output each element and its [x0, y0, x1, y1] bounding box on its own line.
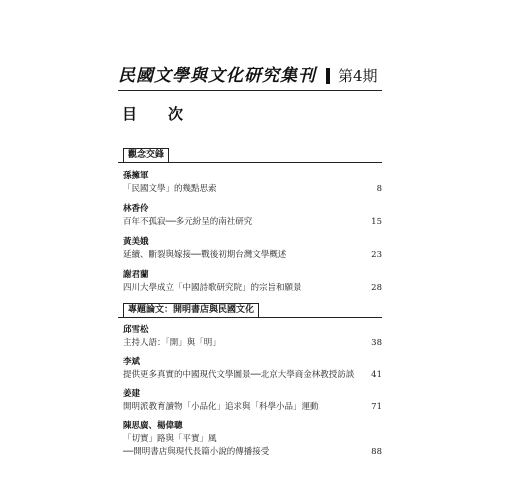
- entry-title: 延續、斷裂與嫁接──戰後初期台灣文學概述: [123, 250, 287, 260]
- entry-author: 邱雪松: [123, 325, 149, 335]
- entry-author: 孫擁軍: [123, 171, 149, 181]
- entry-author: 黃美娥: [123, 237, 149, 247]
- entry-title: ──開明書店與現代長篇小說的傳播接受: [123, 447, 270, 457]
- toc-entry[interactable]: [123, 388, 382, 414]
- entry-title: 開明派教育讀物「小品化」追求與「科學小品」運動: [123, 402, 319, 412]
- section-kaiming: [118, 303, 382, 463]
- toc-entry[interactable]: [123, 170, 382, 196]
- entry-line: [123, 433, 382, 446]
- entry-title: 「切實」路與「平實」風: [123, 434, 217, 444]
- issue-number: 第4期: [338, 67, 378, 85]
- section-heading: [118, 303, 382, 318]
- toc-entry[interactable]: [123, 324, 382, 350]
- entry-line: [123, 446, 382, 459]
- entry-line: [123, 282, 382, 295]
- entry-page: 28: [371, 283, 382, 293]
- toc-entry[interactable]: [123, 420, 382, 459]
- entry-page: 8: [376, 184, 382, 194]
- header-divider-bar: [326, 68, 330, 84]
- entry-title: 百年不孤寂──多元紛呈的南社研究: [123, 217, 253, 227]
- entry-page: 15: [371, 217, 382, 227]
- entry-title: 提供更多真實的中國現代文學圖景──北京大學商金林教授訪談: [123, 370, 355, 380]
- toc-entry[interactable]: [123, 356, 382, 382]
- toc-entry[interactable]: [123, 203, 382, 229]
- entry-page: 38: [371, 338, 382, 348]
- journal-header: [118, 58, 382, 91]
- toc-entry[interactable]: [123, 269, 382, 295]
- section-label: 觀念交鋒: [123, 148, 169, 163]
- entry-line: [123, 337, 382, 350]
- entry-line: [123, 249, 382, 262]
- toc-entry[interactable]: [123, 236, 382, 262]
- entry-title: 「民國文學」的幾點思索: [123, 184, 217, 194]
- entry-author: 謝君蘭: [123, 270, 149, 280]
- entry-page: 88: [371, 447, 382, 457]
- journal-title: 民國文學與文化研究集刊: [118, 66, 316, 86]
- entry-line: [123, 369, 382, 382]
- section-ideas: [118, 148, 382, 298]
- entry-author: 李斌: [123, 357, 141, 367]
- section-heading: [118, 148, 382, 163]
- entry-line: [123, 183, 382, 196]
- entry-author: 林香伶: [123, 204, 149, 214]
- entry-title: 主持人語：「開」與「明」: [123, 338, 221, 348]
- section-label: 專題論文：開明書店與民國文化: [123, 303, 259, 318]
- entry-page: 71: [371, 402, 382, 412]
- entry-author: 姜建: [123, 389, 141, 399]
- entry-author: 陳思廣、楊偉聰: [123, 421, 183, 431]
- entry-title: 四川大學成立「中國詩歌研究院」的宗旨和願景: [123, 283, 302, 293]
- entry-line: [123, 401, 382, 414]
- entry-line: [123, 216, 382, 229]
- entry-page: 41: [371, 370, 382, 380]
- toc-title: 目 次: [122, 105, 192, 123]
- entry-page: 23: [371, 250, 382, 260]
